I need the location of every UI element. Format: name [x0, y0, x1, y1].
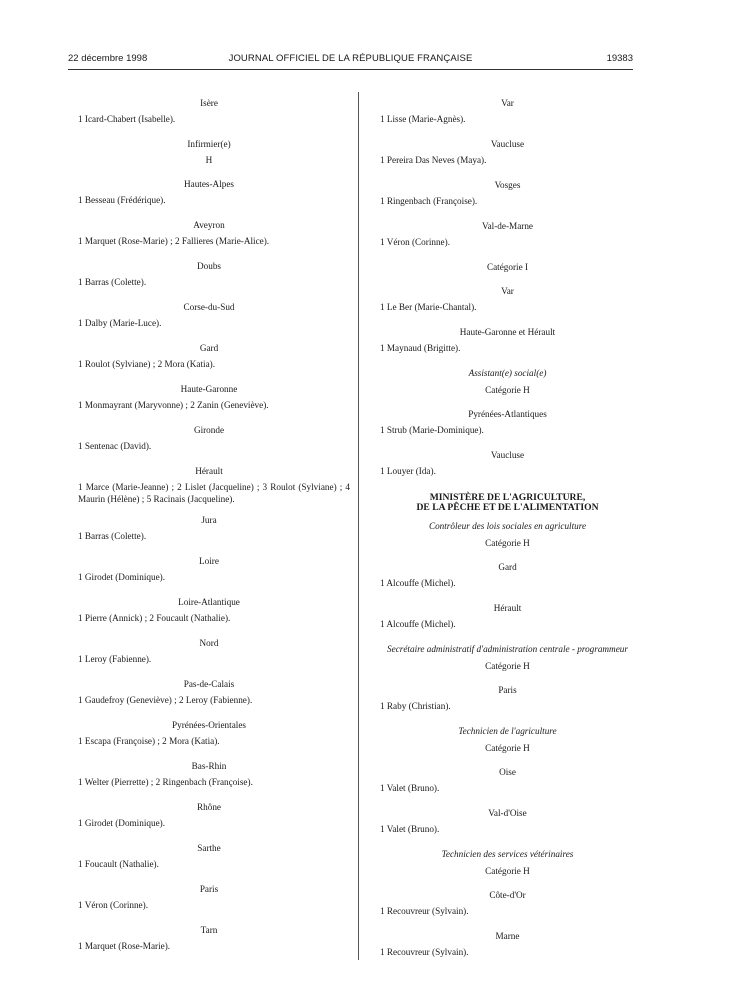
list-entry: 1 Louyer (Ida).: [380, 466, 436, 476]
section-heading: Loire: [199, 556, 219, 566]
section-heading: Haute-Garonne: [180, 384, 238, 394]
section-heading: Catégorie H: [485, 538, 530, 548]
section-heading: Catégorie H: [485, 661, 530, 671]
list-entry: 1 Alcouffe (Michel).: [380, 619, 456, 629]
list-entry: 1 Sentenac (David).: [78, 441, 152, 451]
section-heading: Nord: [199, 638, 219, 648]
section-heading: Pyrénées-Atlantiques: [468, 409, 547, 419]
section-heading: Sarthe: [197, 843, 221, 853]
list-entry: 1 Raby (Christian).: [380, 701, 451, 711]
list-entry: 1 Valet (Bruno).: [380, 824, 440, 834]
section-heading: Jura: [201, 515, 217, 525]
section-heading: Doubs: [197, 261, 221, 271]
section-heading: Var: [501, 98, 514, 108]
list-entry: 1 Welter (Pierrette) ; 2 Ringenbach (Françoise).: [78, 777, 253, 787]
list-entry: 1 Gaudefroy (Geneviève) ; 2 Leroy (Fabienne).: [78, 695, 253, 705]
section-heading: Catégorie H: [485, 385, 530, 395]
section-heading: Oise: [499, 767, 516, 777]
header-date: 22 décembre 1998: [68, 53, 148, 64]
list-entry: 1 Escapa (Françoise) ; 2 Mora (Katia).: [78, 736, 220, 746]
spacer: [370, 401, 645, 409]
section-heading: Catégorie H: [485, 743, 530, 753]
section-heading: Hautes-Alpes: [183, 179, 234, 189]
section-heading: Gard: [498, 562, 517, 572]
section-heading: Tarn: [200, 925, 218, 935]
section-heading: Gironde: [193, 425, 225, 435]
spacer: [370, 759, 645, 767]
list-entry: 1 Véron (Corinne).: [78, 900, 148, 910]
spacer: [370, 554, 645, 562]
list-entry: 1 Recouvreur (Sylvain).: [380, 947, 469, 957]
list-entry: 1 Ringenbach (Françoise).: [380, 196, 478, 206]
journal-title: JOURNAL OFFICIEL DE LA RÉPUBLIQUE FRANÇAISE: [228, 53, 473, 64]
list-entry: 1 Monmayrant (Maryvonne) ; 2 Zanin (Geneviève).: [78, 400, 269, 410]
list-entry: 1 Alcouffe (Michel).: [380, 578, 456, 588]
list-entry: 1 Besseau (Frédérique).: [78, 195, 166, 205]
section-heading: Bas-Rhin: [191, 761, 227, 771]
section-heading: Rhône: [197, 802, 221, 812]
section-heading: Paris: [199, 884, 219, 894]
list-entry: 1 Girodet (Dominique).: [78, 818, 166, 828]
section-heading: Haute-Garonne et Hérault: [459, 327, 556, 337]
section-heading: Vaucluse: [490, 139, 525, 149]
spacer: [370, 677, 645, 685]
list-entry: 1 Marquet (Rose-Marie).: [78, 941, 171, 951]
list-entry: 1 Foucault (Nathalie).: [78, 859, 159, 869]
section-heading: Gard: [199, 343, 219, 353]
list-entry: 1 Pierre (Annick) ; 2 Foucault (Nathalie).: [78, 613, 231, 623]
list-entry: 1 Roulot (Sylviane) ; 2 Mora (Katia).: [78, 359, 216, 369]
list-entry: 1 Valet (Bruno).: [380, 783, 440, 793]
header-rule: [68, 69, 633, 70]
section-heading: Val-de-Marne: [481, 221, 533, 231]
section-heading: Paris: [498, 685, 517, 695]
section-heading: Pas-de-Calais: [183, 679, 235, 689]
spacer: [370, 278, 645, 286]
list-entry: 1 Strub (Marie-Dominique).: [380, 425, 484, 435]
left-column: [68, 98, 350, 966]
list-entry: 1 Barras (Colette).: [78, 277, 147, 287]
section-heading: Vaucluse: [490, 450, 525, 460]
job-title: Secrétaire administratif d'administration centrale - programmeur: [387, 644, 628, 654]
section-heading: Catégorie I: [486, 262, 529, 272]
section-heading: Val-d'Oise: [488, 808, 527, 818]
right-column: [370, 98, 645, 972]
list-entry: 1 Lisse (Marie-Agnès).: [380, 114, 466, 124]
section-heading: Hérault: [493, 603, 522, 613]
list-entry: 1 Barras (Colette).: [78, 531, 147, 541]
list-entry: 1 Leroy (Fabienne).: [78, 654, 152, 664]
list-entry: 1 Maynaud (Brigitte).: [380, 343, 461, 353]
spacer: [370, 882, 645, 890]
list-entry: 1 Marquet (Rose-Marie) ; 2 Fallieres (Marie-Alice).: [78, 236, 270, 246]
job-title: Assistant(e) social(e): [468, 368, 547, 378]
section-heading: Infirmier(e): [187, 139, 231, 149]
page-number: 19383: [606, 53, 633, 64]
job-title: Contrôleur des lois sociales en agriculture: [428, 521, 587, 531]
list-entry: 1 Dalby (Marie-Luce).: [78, 318, 162, 328]
list-entry: 1 Marce (Marie-Jeanne) ; 2 Lislet (Jacqueline) ; 3 Roulot (Sylviane) ; 4 Maurin (Hélène) ; 5 Racinais (Jacqueline).: [78, 482, 350, 504]
job-title: Technicien des services vétérinaires: [441, 849, 574, 859]
section-heading: Corse-du-Sud: [183, 302, 235, 312]
section-heading: Hérault: [195, 466, 223, 476]
spacer: [68, 171, 350, 179]
section-heading: Catégorie H: [485, 866, 530, 876]
section-heading: Aveyron: [193, 220, 225, 230]
list-entry: 1 Icard-Chabert (Isabelle).: [78, 114, 176, 124]
ministry-heading: MINISTÈRE DE L'AGRICULTURE, DE LA PÊCHE ET DE L'ALIMENTATION: [416, 492, 599, 514]
section-heading: Pyrénées-Orientales: [172, 720, 246, 730]
section-heading: Marne: [495, 931, 520, 941]
list-entry: 1 Pereira Das Neves (Maya).: [380, 155, 487, 165]
section-heading: Loire-Atlantique: [178, 597, 240, 607]
section-heading: Isère: [200, 98, 218, 108]
section-heading: Var: [501, 286, 514, 296]
section-heading: Côte-d'Or: [489, 890, 526, 900]
job-title: Technicien de l'agriculture: [458, 726, 557, 736]
list-entry: 1 Le Ber (Marie-Chantal).: [380, 302, 477, 312]
column-divider: [358, 92, 359, 960]
list-entry: 1 Véron (Corinne).: [380, 237, 450, 247]
section-heading: Vosges: [494, 180, 521, 190]
section-heading: H: [205, 155, 213, 165]
list-entry: 1 Recouvreur (Sylvain).: [380, 906, 469, 916]
list-entry: 1 Girodet (Dominique).: [78, 572, 166, 582]
